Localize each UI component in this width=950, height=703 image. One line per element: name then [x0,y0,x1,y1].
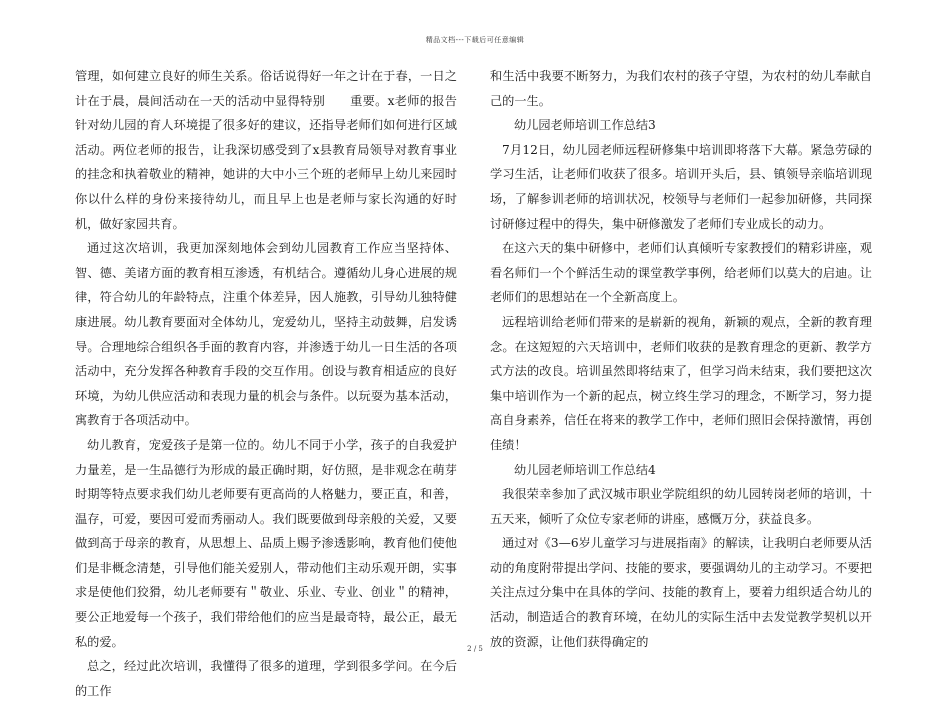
right-paragraph-4: 远程培训给老师们带来的是崭新的视角，新颖的观点，全新的教育理念。在这短短的六天培训中，老师们收获的是教育理念的更新、教学方式方法的改良。培训虽然即将结束了，但学习尚未结束，我们要把这次集中培训作为一个新的起点，树立终生学习的理念，不断学习，努力提高自身素养，信任在将来的教学工作中，老师们照旧会保持激情，再创佳绩！ [490,314,872,452]
left-paragraph-4: 总之，经过此次培训，我懂得了很多的道理，学到很多学问。在今后的工作 [75,659,457,698]
right-paragraph-2: 7月12日，幼儿园老师远程研修集中培训即将落下大幕。紧急劳碌的学习生活，让老师们收获了很多。培训开头后，县、镇领导亲临培训现场，了解参训老师的培训状况，校领导与老师们一起参加研修，共同探讨研修过程中的得失，集中研修激发了老师们专业成长的动力。 [490,142,872,231]
right-column [490,64,872,654]
right-paragraph-1: 和生活中我要不断努力，为我们农村的孩子守望，为农村的幼儿奉献自己的一生。 [490,69,872,108]
right-paragraph-6: 通过对《3—6岁儿童学习与进展指南》的解读，让我明白老师要从活动的角度附带提出学问、技能的要求，要强调幼儿的主动学习。不要把关注点过分集中在具体的学问、技能的教育上，要着力组织适合幼儿的活动，制造适合的教育环境，在幼儿的实际生活中去发觉教学契机以开放的资源，让他们获得确定的 [490,536,872,649]
right-paragraph-5: 我很荣幸参加了武汉城市职业学院组织的幼儿园转岗老师的培训，十五天来，倾听了众位专家老师的讲座，感慨万分，获益良多。 [490,487,872,526]
left-column [75,64,457,703]
right-paragraph-3: 在这六天的集中研修中，老师们认真倾听专家教授们的精彩讲座，观看名师们一个个鲜活生动的课堂教学事例，给老师们以莫大的启迪。让老师们的思想站在一个全新高度上。 [490,241,872,305]
left-paragraph-2: 通过这次培训，我更加深刻地体会到幼儿园教育工作应当坚持体、智、德、美诸方面的教育相互渗透，有机结合。遵循幼儿身心进展的规律，符合幼儿的年龄特点，注重个体差异，因人施教，引导幼儿独特健康进展。幼儿教育要面对全体幼儿，宠爱幼儿，坚持主动鼓舞，启发诱导。合理地综合组织各手面的教育内容，并渗透于幼儿一日生活的各项活动中，充分发挥各种教育手段的交互作用。创设与教育相适应的良好环境，为幼儿供应活动和表现力量的机会与条件。以玩耍为基本活动，寓教育于各项活动中。 [75,241,457,428]
page-header: 精品文档---下载后可任意编辑 [425,36,525,44]
left-paragraph-1: 管理，如何建立良好的师生关系。俗话说得好一年之计在于春，一日之计在于晨，晨间活动在一天的活动中显得特别 重要。x老师的报告针对幼儿园的育人环境提了很多好的建议，还指导老师们如何进行区域活动。两位老师的报告，让我深切感受到了x县教育局领导对教育事业的挂念和执着敬业的精神，她讲的大中小三个班的老师早上幼儿来园时你以什么样的身份来接待幼儿，而且早上也是老师与家长沟通的好时机，做好家园共育。 [75,69,457,231]
section-title-3: 幼儿园老师培训工作总结3 [514,118,656,133]
left-paragraph-3: 幼儿教育，宠爱孩子是第一位的。幼儿不同于小学，孩子的自我爱护力量差，是一生品德行为形成的最正确时期，好仿照，是非观念在萌芽时期等特点要求我们幼儿老师要有更高尚的人格魅力，要正直，和善，温存，可爱，要因可爱而秀丽动人。我们既要做到母亲般的关爱，又要做到高于母亲的教育，从思想上、品质上赐予渗透影响，教育他们使他们是非概念清楚，引导他们能关爱别人，带动他们主动乐观开朗，实事求是使他们狡猾，幼儿老师要有＂敬业、乐业、专业、创业＂的精神，要公正地爱每一个孩子，我们带给他们的应当是最奇特，最公正，最无私的爱。 [75,437,457,649]
section-title-4: 幼儿园老师培训工作总结4 [514,462,656,477]
page-number: 2 / 5 [467,645,483,653]
